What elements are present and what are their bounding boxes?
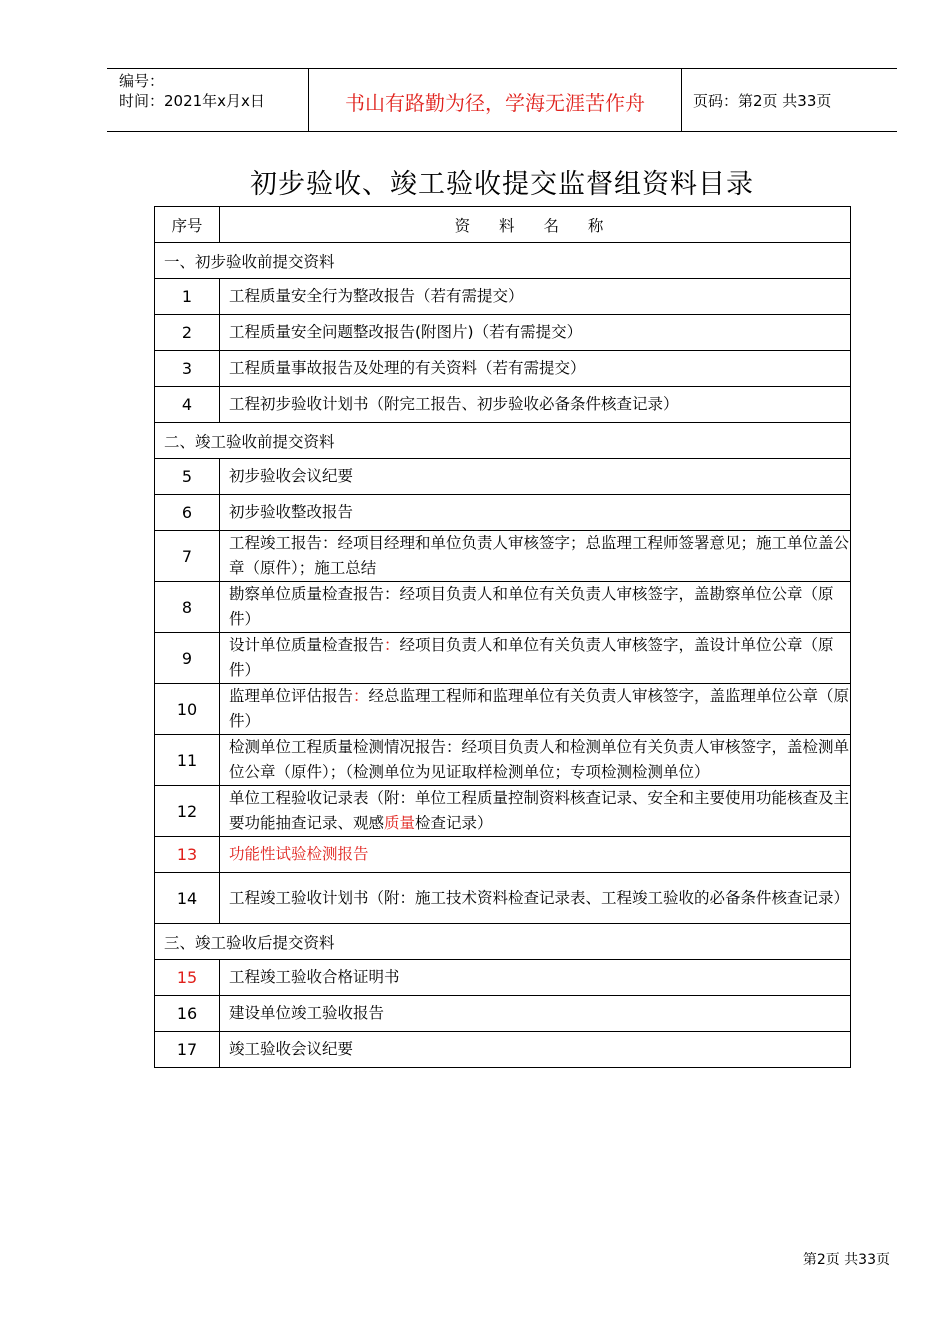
row-title: 功能性试验检测报告 [220,837,851,873]
table-row [155,582,851,633]
row-number: 15 [155,960,220,996]
row-title-colon: ： [353,687,369,705]
row-title-highlight: 质量 [384,814,416,832]
row-title-part: 监理单位评估报告 [229,687,354,705]
row-title: 建设单位竣工验收报告 [220,996,851,1032]
header-meta-cell [107,69,307,131]
row-title-part: 设计单位质量检查报告 [229,636,385,654]
table-row [155,351,851,387]
header-page-cell [681,69,897,131]
row-title-colon: ： [384,636,400,654]
row-title: 工程竣工验收合格证明书 [220,960,851,996]
row-title-part: 检查记录） [415,814,493,832]
table-row [155,279,851,315]
column-header-name: 资 料 名 称 [220,207,851,243]
row-number: 12 [155,786,220,837]
column-header-number: 序号 [155,207,220,243]
row-title-part: 经总监理工程师和监理单位有关负责人审核签字，盖监理单位公章（原件） [229,687,850,730]
row-title [220,786,851,837]
table-row [155,459,851,495]
section-heading: 二、竣工验收前提交资料 [155,423,851,459]
row-number: 17 [155,1032,220,1068]
table-row [155,996,851,1032]
table-row [155,873,851,924]
section-heading: 一、初步验收前提交资料 [155,243,851,279]
table-row [155,531,851,582]
row-title: 工程质量事故报告及处理的有关资料（若有需提交） [220,351,851,387]
table-row [155,633,851,684]
section-heading-row [155,423,851,459]
table-row [155,786,851,837]
section-heading-row [155,924,851,960]
row-title-part: 单位工程验收记录表（附：单位工程质量控制资料核查记录、安全和主要使用功能核查及主要功能抽查记录、观感 [229,789,850,832]
document-time-label: 时间：2021年x月x日 [119,92,265,110]
page-footer: 第2页 共33页 [802,1252,890,1268]
table-row [155,960,851,996]
row-number: 14 [155,873,220,924]
row-title: 检测单位工程质量检测情况报告：经项目负责人和检测单位有关负责人审核签字，盖检测单位公章（原件）；（检测单位为见证取样检测单位；专项检测检测单位） [220,735,851,786]
row-number: 13 [155,837,220,873]
row-number: 5 [155,459,220,495]
table-row [155,387,851,423]
row-title: 工程竣工验收计划书（附：施工技术资料检查记录表、工程竣工验收的必备条件核查记录） [220,873,851,924]
table-row [155,1032,851,1068]
row-number: 10 [155,684,220,735]
row-number: 4 [155,387,220,423]
row-title: 工程竣工报告：经项目经理和单位负责人审核签字；总监理工程师签署意见；施工单位盖公章（原件）；施工总结 [220,531,851,582]
row-number: 3 [155,351,220,387]
row-title: 工程初步验收计划书（附完工报告、初步验收必备条件核查记录） [220,387,851,423]
document-number-label: 编号： [119,72,165,90]
row-number: 6 [155,495,220,531]
row-title: 竣工验收会议纪要 [220,1032,851,1068]
materials-catalog-table [154,206,851,1068]
row-number: 16 [155,996,220,1032]
row-number: 1 [155,279,220,315]
row-title: 初步验收整改报告 [220,495,851,531]
row-title: 工程质量安全行为整改报告（若有需提交） [220,279,851,315]
section-heading: 三、竣工验收后提交资料 [155,924,851,960]
table-row [155,495,851,531]
header-page-number: 页码：第2页 共33页 [693,92,832,110]
table-row [155,684,851,735]
header-motto-cell [308,69,682,131]
row-title: 初步验收会议纪要 [220,459,851,495]
page-header [107,68,897,132]
row-number: 9 [155,633,220,684]
row-title: 勘察单位质量检查报告：经项目负责人和单位有关负责人审核签字，盖勘察单位公章（原件） [220,582,851,633]
table-row [155,315,851,351]
row-number: 8 [155,582,220,633]
row-title [220,684,851,735]
row-number: 7 [155,531,220,582]
table-row [155,735,851,786]
row-number: 2 [155,315,220,351]
row-number: 11 [155,735,220,786]
section-heading-row [155,243,851,279]
row-title [220,633,851,684]
row-title-part: 经项目负责人和单位有关负责人审核签字，盖设计单位公章（原件） [229,636,834,679]
row-title: 工程质量安全问题整改报告(附图片)（若有需提交） [220,315,851,351]
table-row [155,837,851,873]
header-motto: 书山有路勤为径，学海无涯苦作舟 [345,91,645,115]
document-title: 初步验收、竣工验收提交监督组资料目录 [250,169,754,200]
table-header-row [155,207,851,243]
